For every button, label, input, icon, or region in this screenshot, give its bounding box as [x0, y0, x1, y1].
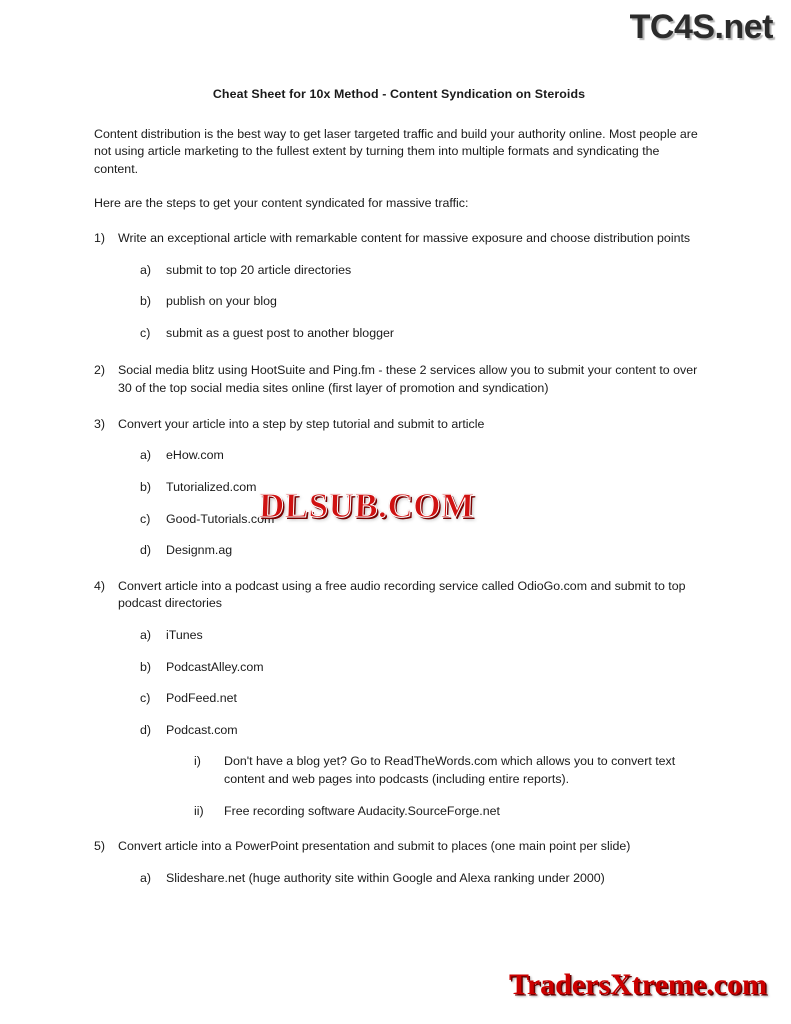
list-item-text: Convert your article into a step by step tutorial and submit to article	[118, 416, 485, 431]
sublist	[140, 627, 704, 820]
lead-in-paragraph: Here are the steps to get your content syndicated for massive traffic:	[94, 196, 469, 211]
list-item-text: Social media blitz using HootSuite and Ping.fm - these 2 services allow you to submit your content to over 30 of the top social media sites online (first layer of promotion and syndication)	[118, 363, 698, 396]
list-item	[140, 325, 704, 343]
list-item-text: publish on your blog	[166, 294, 277, 309]
list-marker: 4)	[94, 578, 106, 593]
list-item	[194, 753, 704, 788]
list-item-text: Good-Tutorials.com	[166, 511, 275, 526]
list-marker: d)	[140, 543, 152, 558]
list-item	[140, 659, 704, 677]
list-item	[94, 838, 704, 887]
list-item-text: Slideshare.net (huge authority site within Google and Alexa ranking under 2000)	[166, 870, 605, 885]
list-item-text: Convert article into a podcast using a free audio recording service called OdioGo.com and submit to top podcast directories	[118, 578, 686, 611]
list-item-text: Podcast.com	[166, 722, 238, 737]
list-marker: a)	[140, 870, 152, 885]
list-item	[140, 479, 704, 497]
list-marker: a)	[140, 627, 152, 642]
list-item-text: iTunes	[166, 627, 203, 642]
list-marker: b)	[140, 659, 152, 674]
list-item	[140, 690, 704, 708]
list-item	[140, 542, 704, 560]
list-item	[140, 511, 704, 529]
list-item-text: Designm.ag	[166, 543, 233, 558]
tradersxtreme-watermark-logo: TradersXtreme.com	[509, 968, 767, 1001]
list-marker: 5)	[94, 839, 106, 854]
list-item-text: Don't have a blog yet? Go to ReadTheWords.com which allows you to convert text content and web pages into podcasts (including entire reports).	[224, 754, 676, 787]
list-item-text: Tutorialized.com	[166, 479, 257, 494]
list-item	[194, 803, 704, 821]
intro-paragraph: Content distribution is the best way to get laser targeted traffic and build your authority online. Most people are not using article marketing to the fullest extent by turning them into multiple formats and syndicating the content.	[94, 126, 698, 176]
list-item-text: Free recording software Audacity.SourceForge.net	[224, 803, 500, 818]
page-title: Cheat Sheet for 10x Method - Content Syndication on Steroids	[212, 87, 586, 101]
list-item	[140, 722, 704, 820]
list-item	[140, 870, 704, 888]
tc4s-watermark-logo: TC4S.net	[629, 8, 773, 46]
list-marker: 3)	[94, 416, 106, 431]
sublist	[140, 262, 704, 343]
steps-list	[94, 230, 704, 887]
sublist	[140, 447, 704, 559]
list-item	[140, 262, 704, 280]
list-item-text: submit as a guest post to another blogger	[166, 325, 394, 340]
subsublist	[194, 753, 704, 820]
list-marker: i)	[194, 754, 201, 769]
list-marker: d)	[140, 722, 152, 737]
document-body	[94, 86, 704, 902]
list-item-text: Write an exceptional article with remarkable content for massive exposure and choose distribution points	[118, 231, 691, 246]
list-item-text: PodcastAlley.com	[166, 659, 264, 674]
list-marker: 2)	[94, 363, 106, 378]
list-marker: c)	[140, 511, 151, 526]
list-item	[94, 416, 704, 560]
list-item	[140, 293, 704, 311]
list-item	[94, 230, 704, 342]
list-item	[94, 362, 704, 397]
list-marker: c)	[140, 691, 151, 706]
list-marker: c)	[140, 325, 151, 340]
list-marker: 1)	[94, 231, 106, 246]
list-marker: a)	[140, 448, 152, 463]
list-item-text: submit to top 20 article directories	[166, 262, 352, 277]
list-item-text: Convert article into a PowerPoint presentation and submit to places (one main point per slide)	[118, 839, 631, 854]
list-marker: a)	[140, 262, 152, 277]
list-marker: b)	[140, 479, 152, 494]
list-item	[140, 447, 704, 465]
dlsub-watermark-stamp: DLSUB.COM	[258, 486, 476, 525]
list-item-text: PodFeed.net	[166, 691, 237, 706]
list-marker: b)	[140, 294, 152, 309]
list-marker: ii)	[194, 803, 204, 818]
list-item	[140, 627, 704, 645]
list-item	[94, 578, 704, 820]
list-item-text: eHow.com	[166, 448, 224, 463]
sublist	[140, 870, 704, 888]
